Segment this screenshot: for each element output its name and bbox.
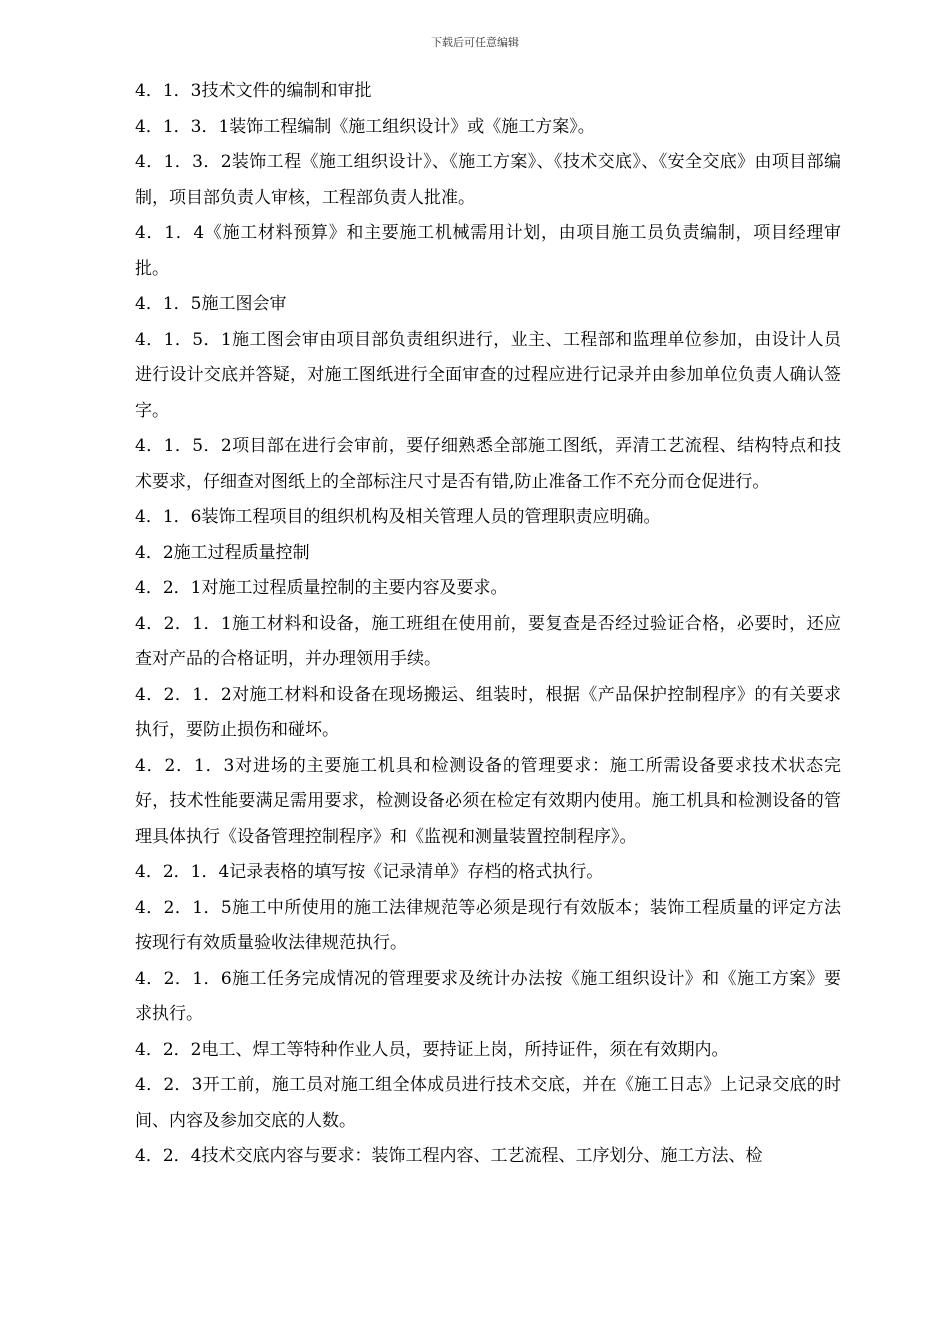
paragraph-4-1-3-1: 4．1．3．1装饰工程编制《施工组织设计》或《施工方案》。 <box>135 116 595 137</box>
paragraph-4-2-1: 4．2．1对施工过程质量控制的主要内容及要求。 <box>135 578 508 598</box>
paragraph-4-2: 4．2施工过程质量控制 <box>135 542 310 563</box>
document-body <box>135 74 841 1175</box>
paragraph-4-2-2: 4．2．2电工、焊工等特种作业人员，要持证上岗，所持证件，须在有效期内。 <box>135 1039 729 1060</box>
page-header: 下载后可任意编辑 <box>431 36 519 49</box>
paragraph-4-1-3-2: 4．1．3．2装饰工程《施工组织设计》、《施工方案》、《技术交底》、《安全交底》由项目部编制，项目部负责人审核，工程部负责人批准。 <box>135 152 841 208</box>
paragraph-4-1-5-2: 4．1．5．2项目部在进行会审前，要仔细熟悉全部施工图纸，弄清工艺流程、结构特点和技术要求，仔细查对图纸上的全部标注尺寸是否有错,防止准备工作不充分而仓促进行。 <box>135 436 841 492</box>
paragraph-4-1-5: 4．1．5施工图会审 <box>135 294 287 314</box>
paragraph-4-2-3: 4．2．3开工前，施工员对施工组全体成员进行技术交底，并在《施工日志》上记录交底的时间、内容及参加交底的人数。 <box>135 1075 841 1131</box>
paragraph-4-2-1-6: 4．2．1．6施工任务完成情况的管理要求及统计办法按《施工组织设计》和《施工方案》要求执行。 <box>135 968 841 1024</box>
paragraph-4-1-3: 4．1．3技术文件的编制和审批 <box>135 81 372 101</box>
paragraph-4-2-1-3: 4．2．1．3对进场的主要施工机具和检测设备的管理要求：施工所需设备要求技术状态完好，技术性能要满足需用要求，检测设备必须在检定有效期内使用。施工机具和检测设备的管理具体执行《设备管理控制程序》和《监视和测量装置控制程序》。 <box>135 755 841 847</box>
paragraph-4-2-1-2: 4．2．1．2对施工材料和设备在现场搬运、组装时，根据《产品保护控制程序》的有关要求执行，要防止损伤和碰坏。 <box>135 684 841 740</box>
paragraph-4-1-6: 4．1．6装饰工程项目的组织机构及相关管理人员的管理职责应明确。 <box>135 507 661 527</box>
paragraph-4-2-4: 4．2．4技术交底内容与要求：装饰工程内容、工艺流程、工序划分、施工方法、检 <box>135 1146 763 1166</box>
paragraph-4-1-4: 4．1．4《施工材料预算》和主要施工机械需用计划，由项目施工员负责编制，项目经理审批。 <box>135 223 841 279</box>
paragraph-4-1-5-1: 4．1．5．1施工图会审由项目部负责组织进行，业主、工程部和监理单位参加，由设计人员进行设计交底并答疑，对施工图纸进行全面审查的过程应进行记录并由参加单位负责人确认签字。 <box>135 329 841 421</box>
paragraph-4-2-1-1: 4．2．1．1施工材料和设备，施工班组在使用前，要复查是否经过验证合格，必要时，还应查对产品的合格证明，并办理领用手续。 <box>135 613 841 669</box>
paragraph-4-2-1-4: 4．2．1．4记录表格的填写按《记录清单》存档的格式执行。 <box>135 862 604 882</box>
paragraph-4-2-1-5: 4．2．1．5施工中所使用的施工法律规范等必须是现行有效版本；装饰工程质量的评定方法按现行有效质量验收法律规范执行。 <box>135 897 841 953</box>
